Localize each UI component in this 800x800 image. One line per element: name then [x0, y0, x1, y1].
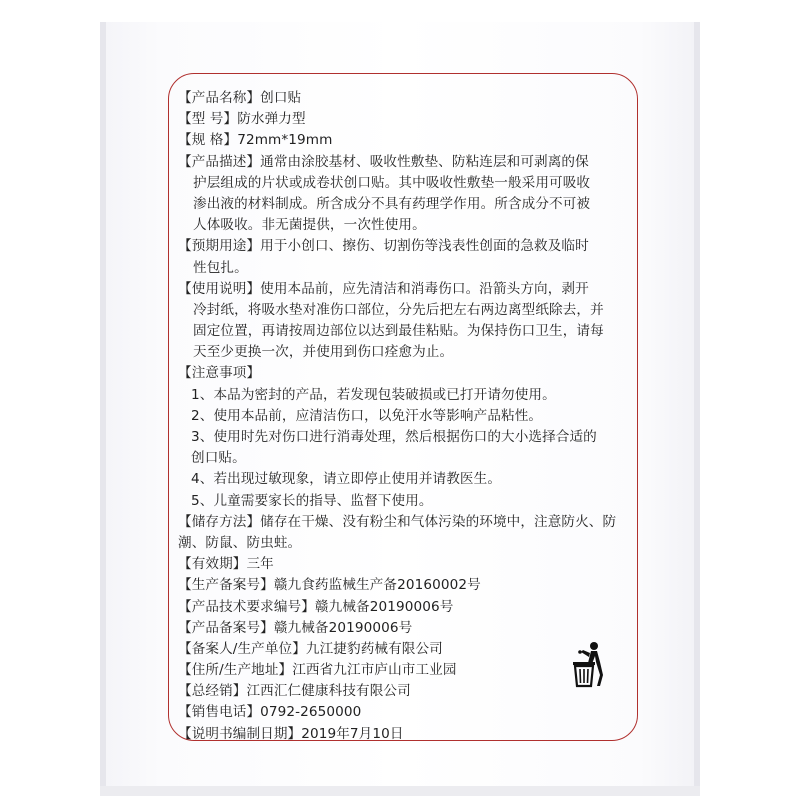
text-line: 【型 号】防水弹力型 [178, 111, 306, 128]
text-line: 【备案人/生产单位】九江捷豹药械有限公司 [178, 640, 443, 657]
text-line: 潮、防鼠、防虫蛀。 [178, 534, 302, 551]
text-line: 护层组成的片状或成卷状创口贴。其中吸收性敷垫一般采用可吸收 [193, 174, 591, 191]
text-line: 【住所/生产地址】江西省九江市庐山市工业园 [178, 662, 457, 679]
text-line: 5、儿童需要家长的指导、监督下使用。 [191, 492, 433, 509]
text-line: 天至少更换一次，并使用到伤口痊愈为止。 [193, 344, 454, 361]
text-line: 性包扎。 [193, 259, 248, 276]
text-line: 1、本品为密封的产品，若发现包装破损或已打开请勿使用。 [191, 386, 556, 403]
text-line: 3、使用时先对伤口进行消毒处理，然后根据伤口的大小选择合适的 [191, 429, 597, 445]
box-right-edge [694, 22, 700, 792]
box-left-edge [100, 22, 106, 792]
text-line: 渗出液的材料制成。所含成分不具有药理学作用。所含成分不可被 [193, 195, 591, 212]
recycle-bin-icon [566, 640, 612, 692]
text-line: 【注意事项】 [178, 365, 261, 382]
text-line: 固定位置，再请按周边部位以达到最佳粘贴。为保持伤口卫生，请每 [193, 323, 604, 340]
instruction-text [178, 88, 633, 745]
text-line: 【生产备案号】赣九食药监械生产备20160002号 [178, 577, 481, 594]
text-line: 【使用说明】使用本品前，应先清洁和消毒伤口。沿箭头方向，剥开 [178, 280, 589, 297]
text-line: 【产品描述】通常由涂胶基材、吸收性敷垫、防粘连层和可剥离的保 [178, 153, 589, 170]
text-line: 【总经销】江西汇仁健康科技有限公司 [178, 683, 411, 700]
text-line: 【规 格】72mm*19mm [178, 132, 333, 149]
text-line: 4、若出现过敏现象，请立即停止使用并请教医生。 [191, 471, 502, 488]
text-line: 【销售电话】0792-2650000 [178, 704, 362, 721]
text-line: 【产品技术要求编号】赣九械备20190006号 [178, 598, 454, 615]
text-line: 【产品备案号】赣九械备20190006号 [178, 619, 413, 636]
box-bottom-edge [100, 786, 700, 796]
text-line: 【说明书编制日期】2019年7月10日 [178, 725, 404, 742]
text-line: 【预期用途】用于小创口、擦伤、切割伤等浅表性创面的急救及临时 [178, 238, 589, 255]
text-line: 人体吸收。非无菌提供，一次性使用。 [193, 217, 426, 234]
text-line: 【储存方法】储存在干燥、没有粉尘和气体污染的环境中，注意防火、防 [178, 513, 617, 530]
text-line: 冷封纸，将吸水垫对准伤口部位，分先后把左右两边离型纸除去，并 [193, 301, 604, 318]
text-line: 创口贴。 [191, 450, 246, 467]
text-line: 2、使用本品前，应清洁伤口，以免汗水等影响产品粘性。 [191, 407, 543, 424]
text-line: 【产品名称】创口贴 [178, 90, 302, 106]
text-line: 【有效期】三年 [178, 556, 274, 573]
